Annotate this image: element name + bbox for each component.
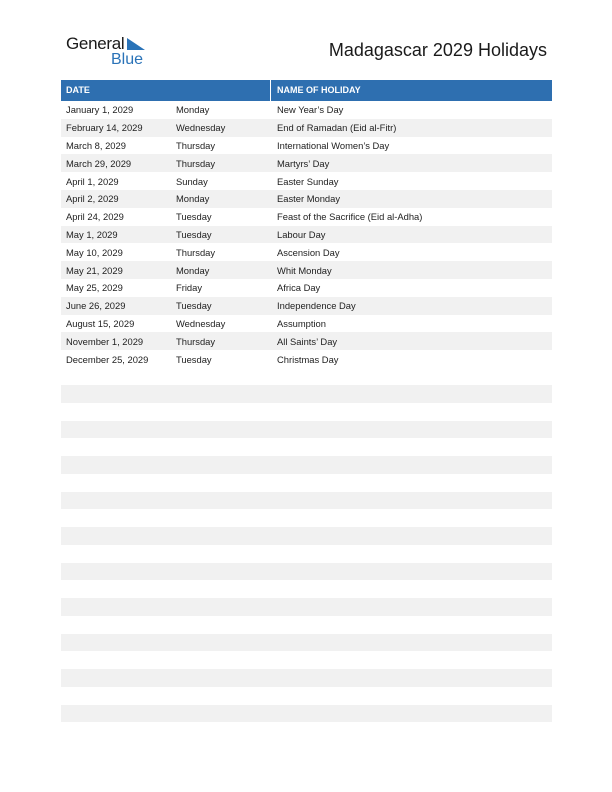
holiday-name: Labour Day	[277, 228, 326, 240]
empty-row-band	[61, 598, 552, 616]
holiday-name: New Year’s Day	[277, 104, 344, 116]
holiday-name: International Women’s Day	[277, 139, 390, 151]
holiday-name: Africa Day	[277, 282, 321, 294]
holiday-name: Martyrs’ Day	[277, 157, 330, 169]
holiday-weekday: Friday	[176, 282, 203, 294]
holiday-weekday: Wednesday	[176, 122, 226, 134]
empty-row-band	[61, 421, 552, 439]
holiday-weekday: Monday	[176, 104, 210, 116]
table-row	[61, 297, 552, 315]
holiday-date: March 8, 2029	[66, 139, 126, 151]
table-row	[61, 332, 552, 350]
holiday-weekday: Tuesday	[176, 211, 212, 223]
table-row	[61, 350, 552, 368]
empty-row-band	[61, 669, 552, 687]
holiday-name: Whit Monday	[277, 264, 332, 276]
holiday-date: May 10, 2029	[66, 246, 123, 258]
holiday-name: End of Ramadan (Eid al-Fitr)	[277, 122, 397, 134]
holiday-date: May 21, 2029	[66, 264, 123, 276]
holiday-weekday: Thursday	[176, 139, 216, 151]
holiday-date: February 14, 2029	[66, 122, 143, 134]
logo-triangle-icon	[124, 37, 146, 51]
table-row	[61, 208, 552, 226]
holiday-table	[61, 80, 552, 368]
holiday-name: Christmas Day	[277, 353, 339, 365]
holiday-date: April 2, 2029	[66, 193, 119, 205]
holiday-name: Assumption	[277, 317, 326, 329]
header-date: DATE	[61, 80, 271, 101]
holiday-name: Easter Monday	[277, 193, 341, 205]
holiday-date: May 1, 2029	[66, 228, 118, 240]
holiday-name: Easter Sunday	[277, 175, 339, 187]
holiday-name: All Saints’ Day	[277, 335, 338, 347]
holiday-date: August 15, 2029	[66, 317, 135, 329]
holiday-date: June 26, 2029	[66, 300, 126, 312]
holiday-weekday: Tuesday	[176, 228, 212, 240]
generalblue-logo	[66, 34, 156, 68]
holiday-date: April 1, 2029	[66, 175, 119, 187]
holiday-name: Feast of the Sacrifice (Eid al-Adha)	[277, 211, 423, 223]
holiday-date: November 1, 2029	[66, 335, 144, 347]
empty-row-band	[61, 527, 552, 545]
header-name: NAME OF HOLIDAY	[277, 85, 361, 95]
empty-row-band	[61, 634, 552, 652]
table-row	[61, 315, 552, 333]
holiday-name: Independence Day	[277, 300, 356, 312]
holiday-weekday: Sunday	[176, 175, 208, 187]
table-row	[61, 101, 552, 119]
holiday-weekday: Thursday	[176, 157, 216, 169]
holiday-weekday: Monday	[176, 193, 210, 205]
holiday-date: December 25, 2029	[66, 353, 149, 365]
holiday-weekday: Wednesday	[176, 317, 226, 329]
empty-row-band	[61, 563, 552, 581]
table-row	[61, 243, 552, 261]
table-row	[61, 226, 552, 244]
holiday-date: May 25, 2029	[66, 282, 123, 294]
holiday-weekday: Monday	[176, 264, 210, 276]
empty-row-band	[61, 385, 552, 403]
table-row	[61, 119, 552, 137]
table-body	[61, 101, 552, 368]
table-row	[61, 154, 552, 172]
logo-word-blue: Blue	[111, 51, 144, 68]
holiday-date: January 1, 2029	[66, 104, 134, 116]
holiday-weekday: Thursday	[176, 335, 216, 347]
table-row	[61, 172, 552, 190]
empty-row-band	[61, 492, 552, 510]
holiday-name: Ascension Day	[277, 246, 340, 258]
holiday-weekday: Thursday	[176, 246, 216, 258]
empty-row-band	[61, 456, 552, 474]
logo-word-general: General	[66, 34, 125, 53]
holiday-date: April 24, 2029	[66, 211, 124, 223]
table-row	[61, 190, 552, 208]
holiday-date: March 29, 2029	[66, 157, 132, 169]
page-title: Madagascar 2029 Holidays	[328, 40, 547, 60]
table-row	[61, 279, 552, 297]
holiday-weekday: Tuesday	[176, 300, 212, 312]
table-header	[61, 80, 552, 101]
empty-row-band	[61, 705, 552, 723]
table-row	[61, 137, 552, 155]
table-row	[61, 261, 552, 279]
holiday-weekday: Tuesday	[176, 353, 212, 365]
